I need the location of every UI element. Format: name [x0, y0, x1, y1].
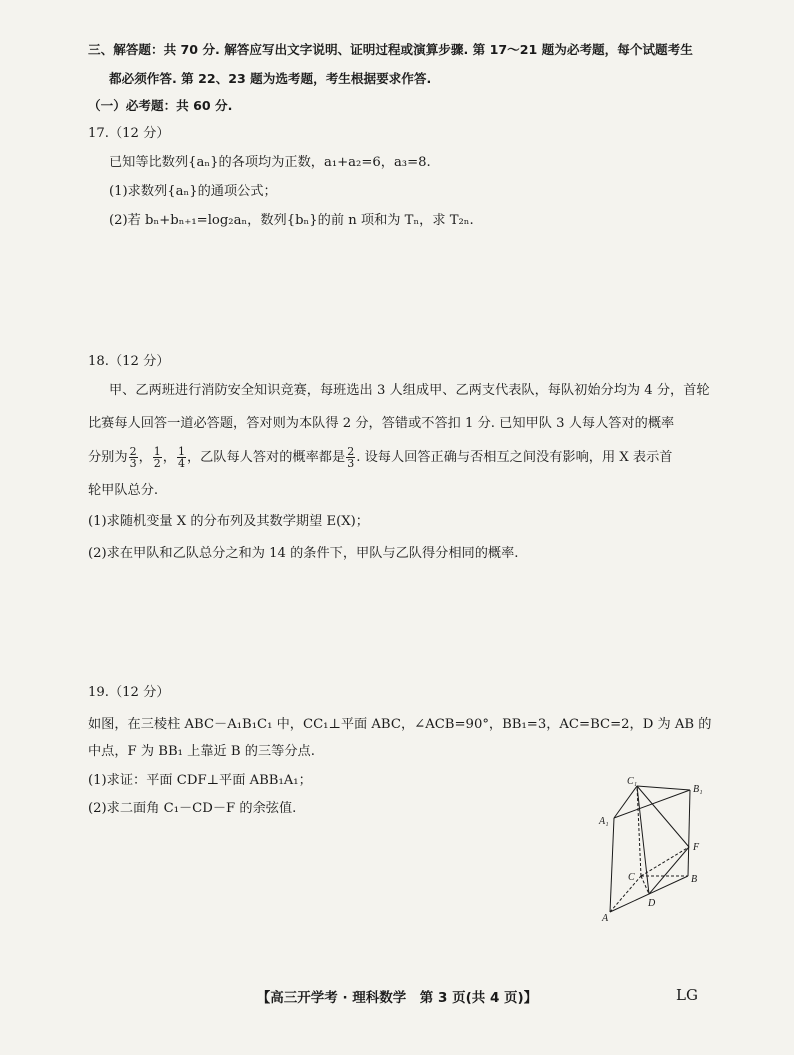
- fraction-numerator: 1: [153, 445, 161, 458]
- label-d: D: [648, 898, 656, 909]
- section-instruction-line1: 三、解答题：共 70 分. 解答应写出文字说明、证明过程或演算步骤. 第 17～21 题为必考题，每个试题考生: [88, 42, 693, 57]
- q18-line3-prefix: 分别为: [88, 450, 128, 465]
- fraction-denominator: 4: [177, 457, 185, 470]
- q17-subquestion-1: (1)求数列{aₙ}的通项公式；: [109, 184, 277, 199]
- fraction-numerator: 1: [177, 445, 185, 458]
- fraction-denominator: 2: [153, 457, 161, 470]
- fraction-numerator: 2: [129, 445, 137, 458]
- fraction-numerator: 2: [347, 445, 355, 458]
- q19-number: 19.（12 分）: [88, 685, 170, 700]
- q18-number: 18.（12 分）: [88, 354, 170, 369]
- label-a1: A₁: [599, 816, 609, 827]
- segment-c1-d: [637, 786, 649, 894]
- q19-subquestion-1: (1)求证：平面 CDF⊥平面 ABB₁A₁；: [88, 773, 312, 788]
- q18-line4: 轮甲队总分.: [88, 483, 159, 498]
- segment-d-f: [649, 847, 689, 894]
- q18-line3-suffix: . 设每人回答正确与否相互之间没有影响，用 X 表示首: [356, 450, 673, 465]
- fraction-denominator: 3: [347, 457, 355, 470]
- paper-code: LG: [676, 986, 698, 1004]
- q18-line3: 分别为 $\frac{2}{3}$ ， $\frac{1}{2}$ ， $\frac{1}{4}$ ，乙队每人答对的概率都是 $\frac{2}{3}$ . 设每人回答正确与否相互之间没有影响，用 X 表示首: [88, 445, 673, 470]
- q18-line2: 比赛每人回答一道必答题，答对则为本队得 2 分，答错或不答扣 1 分. 已知甲队 3 人每人答对的概率: [88, 416, 675, 431]
- label-a: A: [602, 913, 609, 922]
- label-b1: B₁: [693, 784, 703, 795]
- q17-stem: 已知等比数列{aₙ}的各项均为正数，a₁+a₂=6，a₃=8.: [109, 155, 431, 170]
- fraction-two-thirds-b: [346, 446, 355, 469]
- section-instruction-line2: 都必须作答. 第 22、23 题为选考题，考生根据要求作答.: [109, 71, 432, 86]
- q18-subquestion-2: (2)求在甲队和乙队总分之和为 14 的条件下，甲队与乙队得分相同的概率.: [88, 546, 519, 561]
- q19-line1: 如图，在三棱柱 ABC－A₁B₁C₁ 中，CC₁⊥平面 ABC，∠ACB=90°，BB₁=3，AC=BC=2，D 为 AB 的: [88, 717, 712, 732]
- label-b: B: [691, 874, 698, 885]
- q17-subquestion-2: (2)若 bₙ+bₙ₊₁=log₂aₙ，数列{bₙ}的前 n 项和为 Tₙ，求 T₂ₙ.: [109, 213, 474, 228]
- q19-line2: 中点，F 为 BB₁ 上靠近 B 的三等分点.: [88, 744, 315, 759]
- segment-c1-f: [637, 786, 689, 847]
- fraction-denominator: 3: [129, 457, 137, 470]
- triangular-prism-figure: [596, 772, 706, 922]
- q18-line3-middle: ，乙队每人答对的概率都是: [186, 450, 346, 465]
- label-c1: C₁: [627, 776, 638, 787]
- label-c: C: [628, 872, 635, 883]
- q18-subquestion-1: (1)求随机变量 X 的分布列及其数学期望 E(X)；: [88, 514, 369, 529]
- fraction-one-half: [153, 446, 162, 469]
- edge-c1-b1: [637, 786, 690, 790]
- segment-c-f: [641, 847, 689, 876]
- fraction-one-quarter: [177, 446, 186, 469]
- edge-a-c: [610, 876, 641, 912]
- q18-line1: 甲、乙两班进行消防安全知识竞赛，每班选出 3 人组成甲、乙两支代表队，每队初始分均为 4 分，首轮: [109, 383, 710, 398]
- fraction-two-thirds: [129, 446, 138, 469]
- page-footer: 【高三开学考 · 理科数学 第 3 页(共 4 页)】: [256, 990, 538, 1006]
- edge-b1-b: [688, 790, 690, 876]
- edge-a1-c1: [614, 786, 637, 818]
- q19-subquestion-2: (2)求二面角 C₁－CD－F 的余弦值.: [88, 801, 297, 816]
- edge-a1-a: [610, 818, 614, 912]
- label-f: F: [693, 842, 700, 853]
- q17-number: 17.（12 分）: [88, 126, 170, 141]
- required-part-heading: （一）必考题：共 60 分.: [88, 98, 233, 113]
